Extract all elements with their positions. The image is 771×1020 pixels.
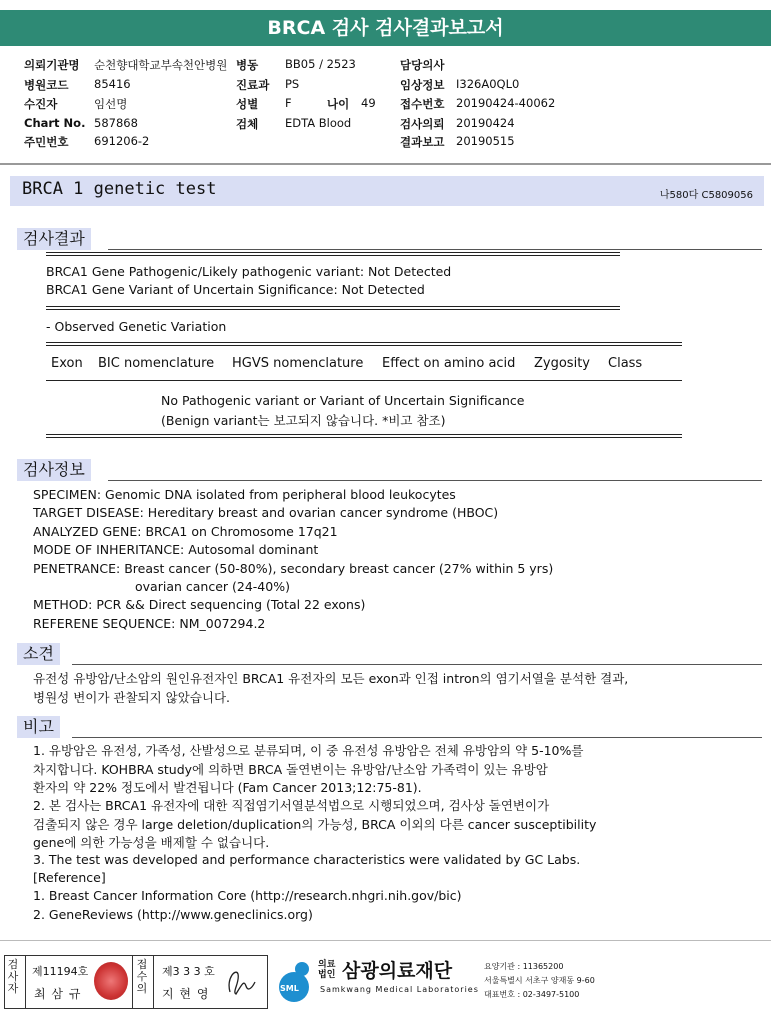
chart-value: 587868 — [94, 116, 138, 130]
ward-value: BB05 / 2523 — [285, 57, 356, 71]
ward-label: 병동 — [236, 58, 259, 72]
opinion-line-1: 유전성 유방암/난소암의 원인유전자인 BRCA1 유전자의 모든 exon과 인접 intron의 염기서열을 분석한 결과, — [33, 671, 629, 686]
dept-value: PS — [285, 77, 300, 91]
age-value: 49 — [361, 96, 376, 110]
remarks-line: gene에 의한 가능성을 배제할 수 없습니다. — [33, 835, 270, 850]
dept-label: 진료과 — [236, 78, 270, 92]
handwritten-signature — [222, 962, 258, 1000]
rrn-label: 주민번호 — [24, 135, 69, 149]
approver-license: 제3 3 3 호 — [162, 965, 215, 978]
col-bic: BIC nomenclature — [98, 356, 215, 371]
org-logo — [272, 957, 316, 1005]
org-type: 의료법인 — [318, 960, 336, 980]
approver-label: 접수의 — [136, 958, 148, 995]
info-section-label: 검사정보 — [17, 459, 91, 481]
patient-value: 임선명 — [94, 97, 128, 111]
col-effect: Effect on amino acid — [382, 356, 516, 371]
remarks-line: 3. The test was developed and performance characteristics were validated by GC Labs. — [33, 852, 581, 867]
info-target-disease: TARGET DISEASE: Hereditary breast and ovarian cancer syndrome (HBOC) — [33, 505, 499, 520]
info-specimen: SPECIMEN: Genomic DNA isolated from peripheral blood leukocytes — [33, 487, 456, 502]
remarks-line: 차지합니다. KOHBRA study에 의하면 BRCA 돌연변이는 유방암/난소암 가족력이 있는 유방암 — [33, 762, 548, 777]
variant-table-bottom-rule — [46, 434, 682, 438]
opinion-line-2: 병원성 변이가 관찰되지 않았습니다. — [33, 690, 231, 705]
info-reference-sequence: REFERENE SEQUENCE: NM_007294.2 — [33, 616, 266, 631]
results-section-rule — [108, 249, 762, 250]
doctor-label: 담당의사 — [400, 58, 445, 72]
institution-value: 순천향대학교부속천안병원 — [94, 58, 228, 72]
examiner-name: 최 삼 규 — [34, 987, 82, 1001]
footer-divider — [0, 940, 771, 941]
remarks-line: 2. GeneReviews (http://www.geneclinics.org) — [33, 907, 313, 922]
sex-label: 성별 — [236, 97, 259, 111]
results-section-label: 검사결과 — [17, 228, 91, 250]
no-variant-text: No Pathogenic variant or Variant of Uncertain Significance — [161, 393, 525, 408]
institution-label: 의뢰기관명 — [24, 58, 80, 72]
info-method: METHOD: PCR && Direct sequencing (Total 22 exons) — [33, 597, 366, 612]
report-title: BRCA 검사 검사결과보고서 — [0, 10, 771, 46]
org-name: 삼광의료재단 — [342, 960, 453, 982]
info-penetrance: PENETRANCE: Breast cancer (50-80%), secondary breast cancer (27% within 5 yrs) — [33, 561, 554, 576]
test-title: BRCA 1 genetic test — [22, 179, 217, 199]
info-section-rule — [108, 480, 762, 481]
hospital-code-label: 병원코드 — [24, 78, 69, 92]
org-phone: 대표번호 : 02-3497-5100 — [484, 990, 580, 999]
signature-divider — [25, 955, 26, 1009]
col-zygosity: Zygosity — [534, 356, 590, 371]
org-address: 서울특별시 서초구 양재동 9-60 — [484, 976, 595, 985]
remarks-line: [Reference] — [33, 870, 106, 885]
receipt-label: 접수번호 — [400, 97, 445, 111]
specimen-label: 검체 — [236, 117, 259, 131]
sex-value: F — [285, 96, 292, 110]
variant-table-header-rule — [46, 380, 682, 381]
col-hgvs: HGVS nomenclature — [232, 356, 364, 371]
report-date-value: 20190515 — [456, 134, 515, 148]
info-analyzed-gene: ANALYZED GENE: BRCA1 on Chromosome 17q21 — [33, 524, 338, 539]
examiner-license: 제11194호 — [32, 965, 89, 978]
remarks-line: 1. Breast Cancer Information Core (http://research.nhgri.nih.gov/bic) — [33, 888, 462, 903]
chart-label: Chart No. — [24, 116, 86, 130]
variant-table-top-rule — [46, 342, 682, 346]
opinion-section-label: 소견 — [17, 643, 60, 665]
request-value: 20190424 — [456, 116, 515, 130]
approver-name: 지 현 영 — [162, 987, 210, 1001]
examiner-label: 검사자 — [7, 958, 19, 995]
age-label: 나이 — [327, 97, 350, 111]
org-logo-icon — [272, 957, 316, 1005]
patient-label: 수진자 — [24, 97, 58, 111]
remarks-line: 1. 유방암은 유전성, 가족성, 산발성으로 분류되며, 이 중 유전성 유방암은 전체 유방암의 약 5-10%를 — [33, 743, 584, 758]
org-provider-code: 요양기관 : 11365200 — [484, 962, 564, 971]
org-english-name: Samkwang Medical Laboratories — [320, 985, 479, 994]
report-date-label: 결과보고 — [400, 135, 445, 149]
specimen-value: EDTA Blood — [285, 116, 352, 130]
clinical-label: 임상정보 — [400, 78, 445, 92]
signature-divider — [132, 955, 133, 1009]
info-penetrance-ovarian: ovarian cancer (24-40%) — [135, 579, 290, 594]
remarks-section-rule — [72, 737, 762, 738]
info-inheritance: MODE OF INHERITANCE: Autosomal dominant — [33, 542, 319, 557]
opinion-section-rule — [72, 664, 762, 665]
receipt-value: 20190424-40062 — [456, 96, 556, 110]
signature-divider — [153, 955, 154, 1009]
remarks-line: 검출되지 않은 경우 large deletion/duplication의 가능성, BRCA 이외의 다른 cancer susceptibility — [33, 817, 597, 832]
hospital-code-value: 85416 — [94, 77, 131, 91]
seal-stamp — [94, 962, 128, 1000]
test-code: 나580다 C5809056 — [659, 190, 753, 201]
vus-result: BRCA1 Gene Variant of Uncertain Significance: Not Detected — [46, 282, 425, 297]
header-divider — [0, 163, 771, 165]
remarks-line: 환자의 약 22% 정도에서 발견됩니다 (Fam Cancer 2013;12:75-81). — [33, 780, 422, 795]
pathogenic-result: BRCA1 Gene Pathogenic/Likely pathogenic variant: Not Detected — [46, 264, 452, 279]
rrn-value: 691206-2 — [94, 134, 150, 148]
org-logo-text: SML — [280, 984, 299, 993]
request-label: 검사의뢰 — [400, 117, 445, 131]
results-top-rule — [46, 252, 620, 256]
col-class: Class — [608, 356, 643, 371]
observed-variation-heading: - Observed Genetic Variation — [46, 319, 227, 334]
clinical-value: I326A0QL0 — [456, 77, 520, 91]
results-bottom-rule — [46, 306, 620, 310]
remarks-line: 2. 본 검사는 BRCA1 유전자에 대한 직접염기서열분석법으로 시행되었으며, 검사상 돌연변이가 — [33, 798, 550, 813]
col-exon: Exon — [51, 356, 83, 371]
remarks-section-label: 비고 — [17, 716, 60, 738]
benign-note: (Benign variant는 보고되지 않습니다. *비고 참조) — [161, 413, 446, 428]
